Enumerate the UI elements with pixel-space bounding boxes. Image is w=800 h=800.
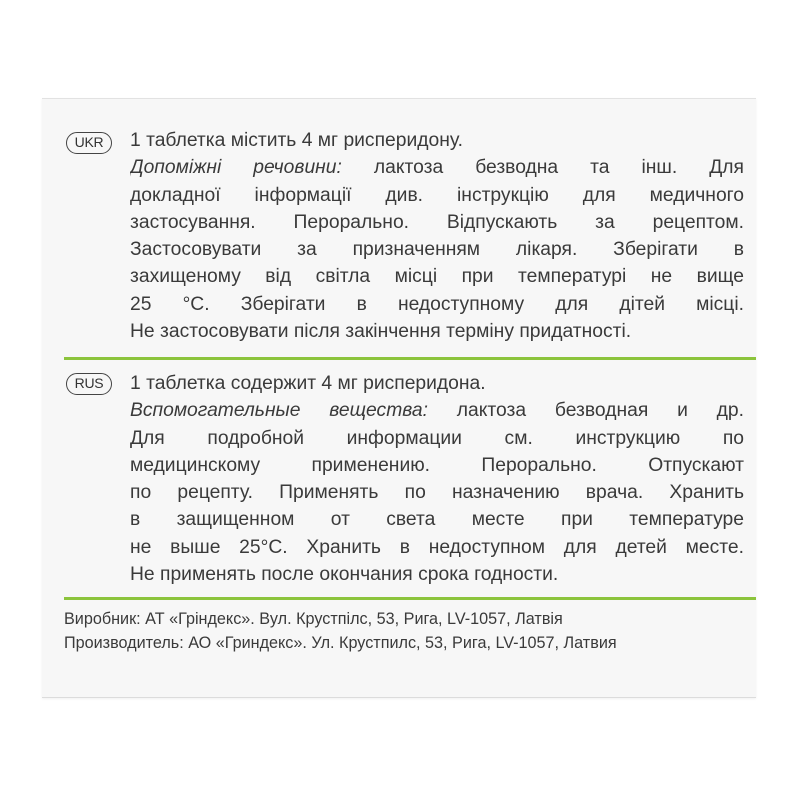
manufacturer-rus: Производитель: АО «Гриндекс». Ул. Крустпилс, 53, Рига, LV-1057, Латвия xyxy=(64,634,617,652)
rus-line-5: по рецепту. Применять по назначению врача. Хранить xyxy=(130,482,744,504)
rus-excipients-label: Вспомогательные вещества: xyxy=(130,400,428,422)
rus-language-badge: RUS xyxy=(66,373,112,395)
rus-line-3: Для подробной информации см. инструкцию по xyxy=(130,427,744,449)
ukr-line-7: 25 °С. Зберігати в недоступному для дітей місці. xyxy=(130,293,744,315)
ukr-line-8: Не застосовувати після закінчення терміну придатності. xyxy=(130,321,632,343)
rus-line-8: Не применять после окончания срока годности. xyxy=(130,564,559,586)
rus-line-4: медицинскому применению. Перорально. Отпускают xyxy=(130,454,744,476)
ukr-language-badge: UKR xyxy=(66,132,112,154)
section-divider-2 xyxy=(64,597,756,600)
package-label-panel xyxy=(42,98,756,698)
ukr-line-2 xyxy=(130,154,744,181)
ukr-text-block xyxy=(130,127,744,345)
rus-line-2 xyxy=(130,397,744,424)
rus-line-7: не выше 25°С. Хранить в недоступном для детей месте. xyxy=(130,536,744,558)
rus-text-block xyxy=(130,370,744,588)
rus-line-1: 1 таблетка содержит 4 мг рисперидона. xyxy=(130,373,486,394)
ukr-excipients-text: лактоза безводна та інш. Для xyxy=(341,157,744,179)
ukr-line-5: Застосовувати за призначенням лікаря. Зберігати в xyxy=(130,239,744,261)
section-divider-1 xyxy=(64,357,756,360)
manufacturer-ukr: Виробник: АТ «Гріндекс». Вул. Крустпілс, 53, Рига, LV-1057, Латвія xyxy=(64,610,563,628)
ukr-excipients-label: Допоміжні речовини: xyxy=(130,157,342,179)
ukr-line-6: захищеному від світла місці при температурі не вище xyxy=(130,266,744,288)
rus-excipients-text: лактоза безводная и др. xyxy=(427,400,744,422)
ukr-line-1: 1 таблетка містить 4 мг рисперидону. xyxy=(130,130,463,151)
ukr-line-4: застосування. Перорально. Відпускають за рецептом. xyxy=(130,211,744,233)
rus-line-6: в защищенном от света месте при температуре xyxy=(130,509,744,531)
ukr-line-3: докладної інформації див. інструкцію для медичного xyxy=(130,184,744,206)
